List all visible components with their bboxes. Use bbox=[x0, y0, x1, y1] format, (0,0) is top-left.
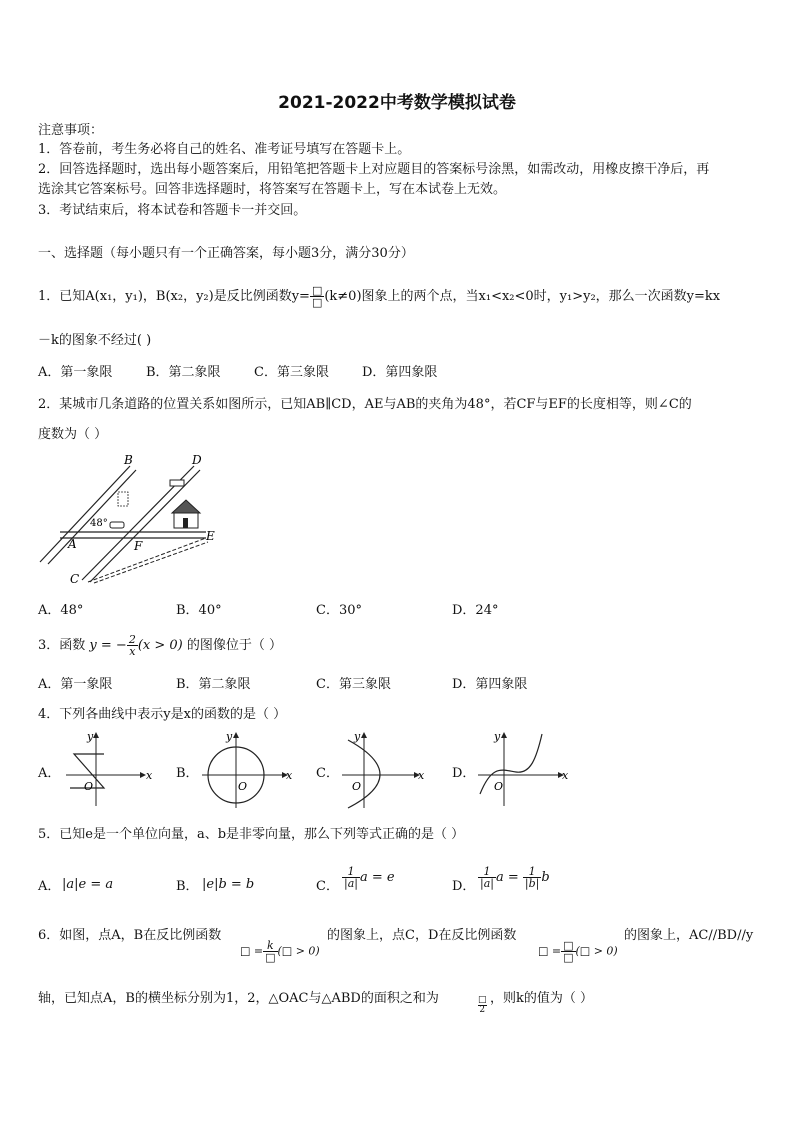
figure-label-c: C bbox=[70, 572, 80, 586]
q5-option-a-label: A． bbox=[38, 879, 61, 894]
q2-option-d: D．24° bbox=[452, 603, 499, 618]
q6-line1-b: 的图象上，点C，D在反比例函数 bbox=[327, 928, 517, 943]
q3-option-d: D．第四象限 bbox=[452, 677, 528, 692]
q5-stem: 5．已知e是一个单位向量，a、b是非零向量，那么下列等式正确的是（ ） bbox=[38, 827, 465, 842]
q6-func1: □ = $\frac{k}{□}$ (□ > 0) bbox=[240, 939, 320, 964]
q2-option-b: B．40° bbox=[176, 603, 222, 618]
q2-line1: 2．某城市几条道路的位置关系如图所示，已知AB∥CD，AE与AB的夹角为48°，若CF与EF的长度相等，则∠C的 bbox=[38, 397, 692, 412]
figure-angle-label: 48° bbox=[90, 518, 108, 529]
svg-text:x: x bbox=[146, 769, 153, 782]
q4-graph-d bbox=[474, 730, 570, 810]
figure-label-e: E bbox=[206, 529, 215, 543]
q5-option-a-expr: |a|e = a bbox=[62, 877, 114, 892]
q3-option-c: C．第三象限 bbox=[316, 677, 391, 692]
q3-suffix: 的图像位于（ ） bbox=[186, 638, 283, 653]
q4-option-b-label: B． bbox=[176, 766, 199, 781]
q1-line2: －k的图象不经过( ) bbox=[38, 333, 152, 348]
q3-expr-left: y = − bbox=[89, 638, 127, 653]
q6-line2-end: ，则k的值为（ ） bbox=[490, 991, 594, 1006]
q4-graph-b bbox=[198, 730, 294, 810]
q1-option-c: C．第三象限 bbox=[254, 365, 329, 380]
svg-text:O: O bbox=[84, 780, 94, 793]
svg-text:x: x bbox=[418, 769, 425, 782]
q3-fraction: $\frac{2}{x}$ bbox=[128, 633, 136, 658]
q6-sum-fraction: □ 2 bbox=[478, 995, 487, 1015]
q1-text-a: 1．已知A(x₁，y₁)，B(x₂，y₂)是反比例函数y= bbox=[38, 289, 310, 304]
svg-text:x: x bbox=[286, 769, 293, 782]
q6-line2: 轴，已知点A，B的横坐标分别为1，2，△OAC与△ABD的面积之和为 bbox=[38, 991, 439, 1006]
q1-option-b: B．第二象限 bbox=[146, 365, 221, 380]
q1-line1 bbox=[38, 285, 720, 308]
notice-item-2-cont: 选涂其它答案标号。回答非选择题时，将答案写在答题卡上，写在本试卷上无效。 bbox=[38, 182, 507, 197]
q4-graph-a bbox=[60, 730, 153, 810]
q3-option-b: B．第二象限 bbox=[176, 677, 251, 692]
q2-option-a: A．48° bbox=[38, 603, 84, 618]
q5-option-d-label: D． bbox=[452, 879, 476, 894]
q3-line bbox=[38, 634, 282, 657]
svg-text:y: y bbox=[226, 730, 233, 743]
svg-text:y: y bbox=[494, 730, 501, 743]
figure-label-a: A bbox=[68, 537, 77, 551]
q3-condition: (x > 0) bbox=[137, 638, 183, 653]
notice-item-1: 1．答卷前，考生务必将自己的姓名、准考证号填写在答题卡上。 bbox=[38, 142, 411, 157]
q4-option-d-label: D． bbox=[452, 766, 476, 781]
q6-line1-c: 的图象上，AC//BD//y bbox=[624, 928, 754, 943]
figure-label-b: B bbox=[124, 453, 133, 467]
q3-prefix: 3．函数 bbox=[38, 638, 86, 653]
q6-line1-a: 6．如图，点A，B在反比例函数 bbox=[38, 928, 222, 943]
svg-text:O: O bbox=[494, 780, 504, 793]
q1-text-b: (k≠0)图象上的两个点，当x₁<x₂<0时，y₁>y₂，那么一次函数y=kx bbox=[324, 289, 721, 304]
q5-option-c-expr: $\frac{1}{|a|}$ a = e bbox=[344, 865, 395, 890]
q4-stem: 4．下列各曲线中表示y是x的函数的是（ ） bbox=[38, 707, 287, 722]
figure-label-f: F bbox=[134, 539, 143, 553]
q1-option-d: D．第四象限 bbox=[362, 365, 438, 380]
q2-option-c: C．30° bbox=[316, 603, 362, 618]
page-title: 2021-2022中考数学模拟试卷 bbox=[278, 93, 516, 113]
q1-option-a: A．第一象限 bbox=[38, 365, 113, 380]
q4-graph-c bbox=[338, 730, 428, 810]
notice-item-2: 2．回答选择题时，选出每小题答案后，用铅笔把答题卡上对应题目的答案标号涂黑，如需改动，用橡皮擦干净后，再 bbox=[38, 162, 710, 177]
svg-text:O: O bbox=[352, 780, 362, 793]
figure-label-d: D bbox=[192, 453, 202, 467]
q2-road-figure bbox=[38, 452, 228, 588]
q4-option-c-label: C． bbox=[316, 766, 339, 781]
q2-line2: 度数为（ ） bbox=[38, 427, 108, 442]
q5-option-b-label: B． bbox=[176, 879, 199, 894]
svg-text:y: y bbox=[87, 730, 94, 743]
notice-heading: 注意事项： bbox=[38, 123, 104, 138]
section-heading: 一、选择题（每小题只有一个正确答案，每小题3分，满分30分） bbox=[38, 246, 414, 261]
svg-text:y: y bbox=[354, 730, 361, 743]
svg-text:x: x bbox=[562, 769, 569, 782]
q4-option-a-label: A． bbox=[38, 766, 61, 781]
q6-func2: □ = $\frac{□}{□}$ (□ > 0) bbox=[538, 939, 618, 964]
svg-text:O: O bbox=[238, 780, 248, 793]
q3-option-a: A．第一象限 bbox=[38, 677, 113, 692]
q5-option-d-expr: $\frac{1}{|a|}$ a = $\frac{1}{|b|}$ b bbox=[480, 865, 550, 890]
q5-option-b-expr: |e|b = b bbox=[202, 877, 255, 892]
notice-item-3: 3．考试结束后，将本试卷和答题卡一并交回。 bbox=[38, 203, 307, 218]
q5-option-c-label: C． bbox=[316, 879, 339, 894]
q1-fraction: $\frac{□}{□}$ bbox=[311, 284, 323, 309]
